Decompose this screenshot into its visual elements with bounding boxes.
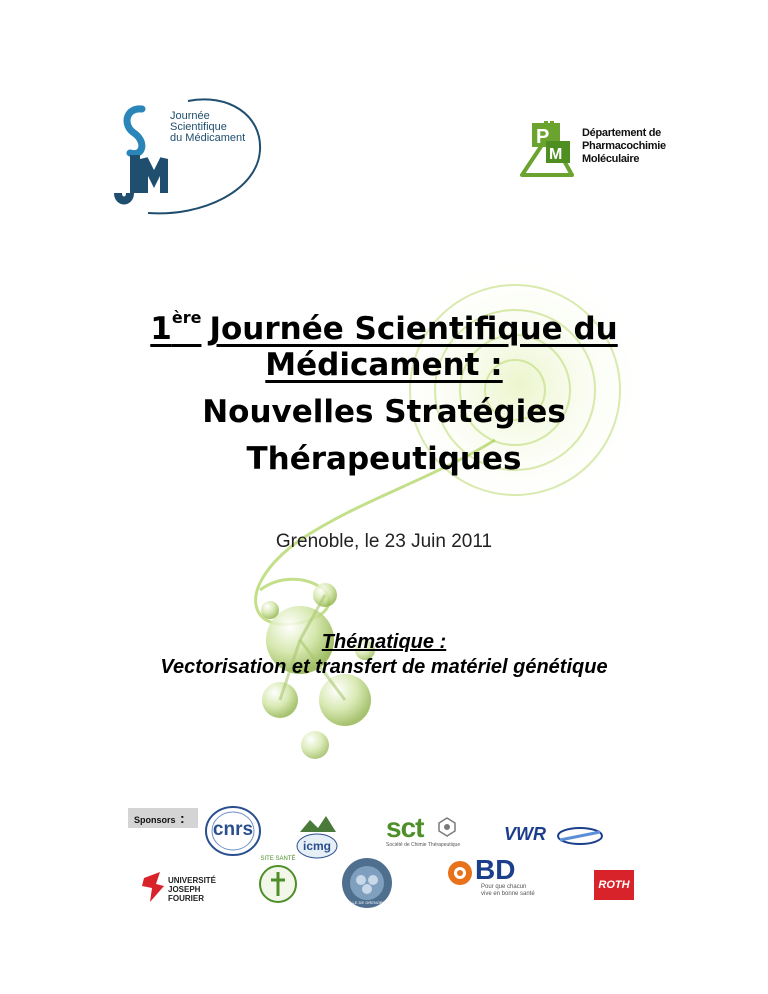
sponsors-label-text: Sponsors xyxy=(134,815,176,825)
theme-heading xyxy=(0,631,768,654)
pm-line-2: Pharmacochimie xyxy=(582,140,666,152)
ujf-line-1: UNIVERSITÉ xyxy=(168,876,217,885)
sct-subtitle: Société de Chimie Thérapeutique xyxy=(386,842,461,848)
event-date: Grenoble, le 23 Juin 2011 xyxy=(275,531,493,552)
icmg-logo xyxy=(294,812,340,860)
pm-line-1: Département de xyxy=(582,127,661,139)
title-line-3: Nouvelles Stratégies xyxy=(202,394,566,430)
svg-text:P: P xyxy=(536,126,550,148)
pm-logo xyxy=(516,113,686,181)
sjm-line-3: du Médicament xyxy=(170,132,246,144)
site-sante-text: SITE SANTÉ xyxy=(260,856,296,862)
vwr-logo xyxy=(504,824,604,848)
bd-text: BD xyxy=(475,854,516,885)
ujf-logo xyxy=(140,866,232,906)
vwr-text: VWR xyxy=(504,824,546,844)
sct-text: sct xyxy=(386,812,424,843)
sct-logo xyxy=(386,812,462,850)
sjm-line-2: Scientifique xyxy=(170,121,227,133)
ujf-line-2: JOSEPH FOURIER xyxy=(168,885,204,903)
theme-heading-text: Thématique : xyxy=(321,631,447,653)
ville-grenoble-text: VILLE DE GRENOBLE xyxy=(346,900,388,905)
bd-logo xyxy=(447,854,535,900)
title-line-1-text: Journée Scientifique du xyxy=(209,311,618,347)
svg-text:M: M xyxy=(549,146,563,163)
title-line-2-text: Médicament : xyxy=(265,347,503,383)
title-ordinal-suffix: ère xyxy=(171,308,202,327)
cnrs-text: cnrs xyxy=(212,819,254,840)
site-sante-logo xyxy=(255,856,301,908)
sjm-line-1: Journée xyxy=(170,110,210,122)
theme-text: Vectorisation et transfert de matériel génétique xyxy=(160,656,608,678)
roth-text: ROTH xyxy=(598,879,630,891)
sponsors-label xyxy=(128,808,198,828)
bd-tagline-2: vive en bonne santé xyxy=(481,891,535,897)
ville-grenoble-logo xyxy=(340,856,394,910)
bd-tagline-1: Pour que chacun xyxy=(481,884,527,890)
title-line-4: Thérapeutiques xyxy=(246,441,522,477)
title-line-2 xyxy=(80,347,688,383)
title-ordinal-number: 1 xyxy=(150,311,172,347)
pm-line-3: Moléculaire xyxy=(582,153,640,165)
roth-logo xyxy=(594,870,634,900)
icmg-text: icmg xyxy=(302,839,331,853)
cnrs-logo xyxy=(204,805,262,857)
sjm-logo xyxy=(108,95,268,220)
sponsors-label-colon: : xyxy=(180,810,185,826)
title-line-1 xyxy=(80,300,688,347)
